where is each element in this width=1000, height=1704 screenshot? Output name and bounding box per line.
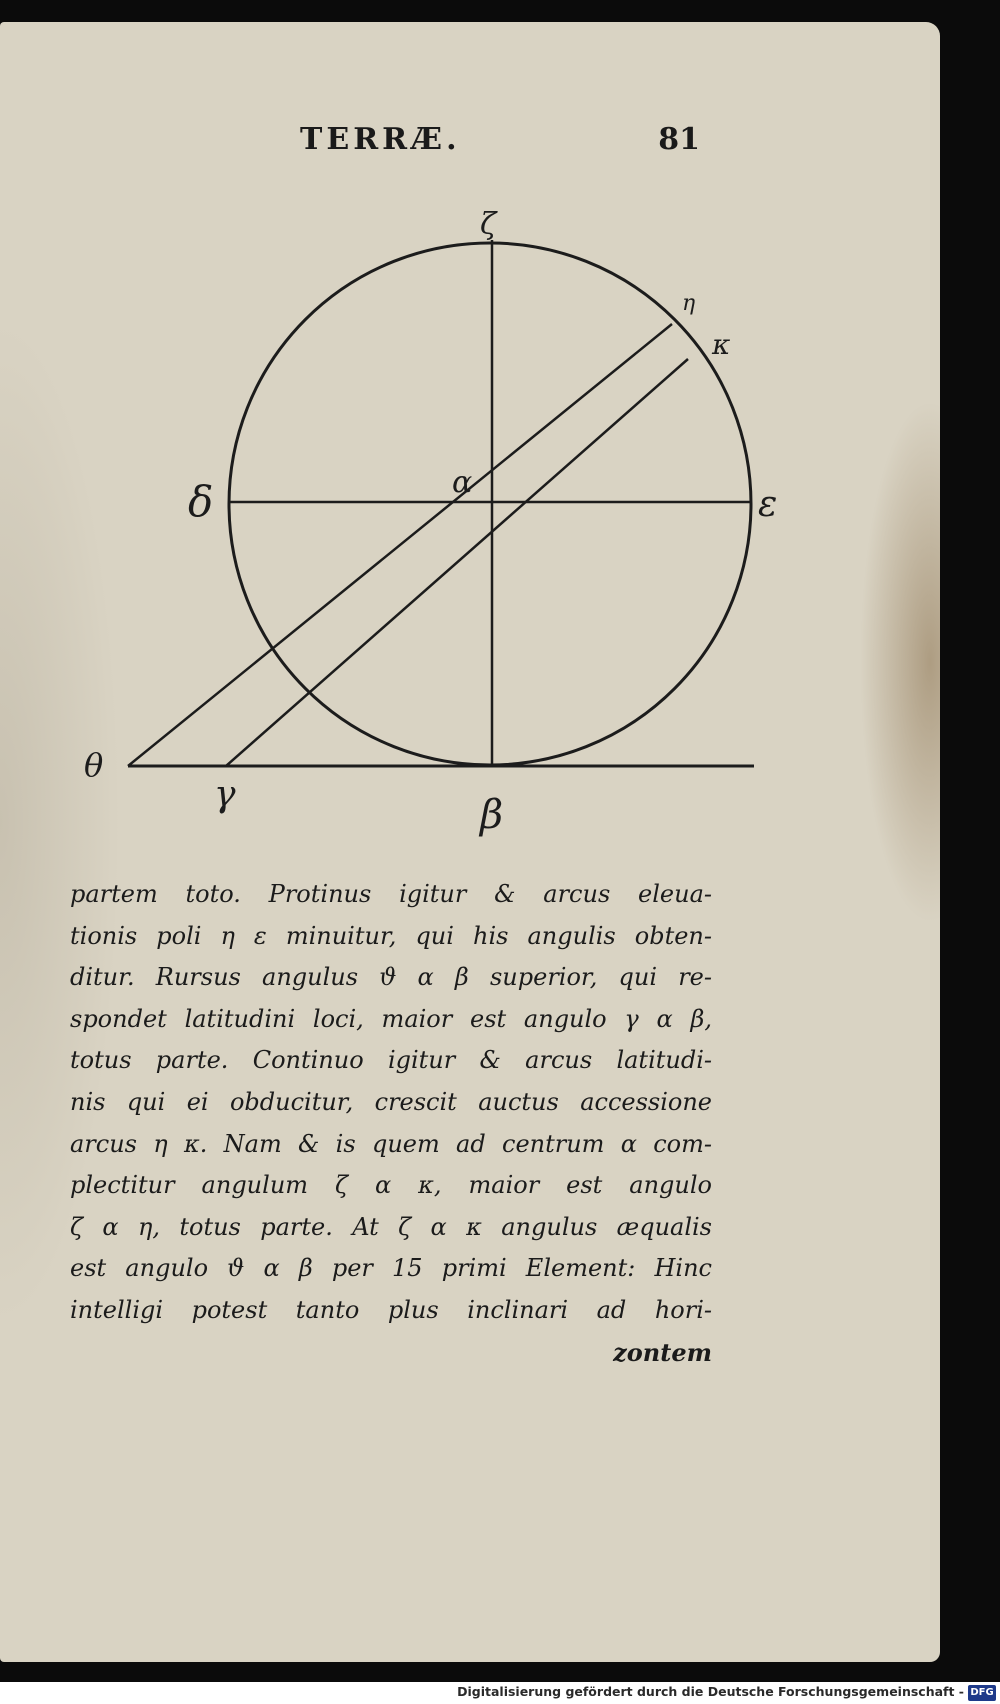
label-kappa: κ	[712, 328, 731, 361]
text-line: totus parte. Continuo igitur & arcus latitudi-	[70, 1046, 712, 1075]
label-delta: δ	[188, 477, 214, 526]
label-zeta: ζ	[480, 207, 497, 242]
footer-credit: Digitalisierung gefördert durch die Deutsche Forschungsgemeinschaft -	[457, 1684, 964, 1699]
text-line: partem toto. Protinus igitur & arcus eleua-	[70, 880, 712, 908]
text-line: intelligi potest tanto plus inclinari ad hori-	[70, 1295, 712, 1324]
text-line: est angulo ϑ α β per 15 primi Element: Hinc	[70, 1254, 712, 1283]
page-number: 81	[658, 122, 700, 157]
line-theta-eta	[128, 324, 672, 766]
diagram-circle	[229, 243, 751, 765]
label-beta: β	[480, 792, 504, 838]
text-line: ζ α η, totus parte. At ζ α κ angulus æqualis	[70, 1212, 712, 1241]
label-eta: η	[682, 291, 696, 316]
text-line: arcus η κ. Nam & is quem ad centrum α com-	[70, 1129, 712, 1158]
text-line: spondet latitudini loci, maior est angulo γ α β,	[70, 1004, 712, 1033]
line-gamma-kappa	[226, 359, 688, 766]
geometric-diagram	[0, 22, 940, 842]
body-paragraph	[70, 874, 712, 1373]
digitization-footer	[0, 1682, 1000, 1704]
book-page	[0, 22, 940, 1662]
label-epsilon: ε	[758, 484, 778, 525]
catchword: zontem	[613, 1337, 712, 1367]
label-theta: θ	[84, 746, 104, 784]
running-head: TERRÆ.	[300, 122, 461, 157]
dfg-logo: DFG	[968, 1685, 996, 1701]
label-alpha: α	[452, 465, 473, 500]
text-line: tionis poli η ε minuitur, qui his angulis obten-	[70, 921, 712, 950]
text-line: plectitur angulum ζ α κ, maior est angulo	[70, 1171, 712, 1200]
text-line: nis qui ei obducitur, crescit auctus accessione	[70, 1087, 712, 1116]
text-line: ditur. Rursus angulus ϑ α β superior, qui re-	[70, 963, 712, 992]
label-gamma: γ	[214, 774, 236, 815]
